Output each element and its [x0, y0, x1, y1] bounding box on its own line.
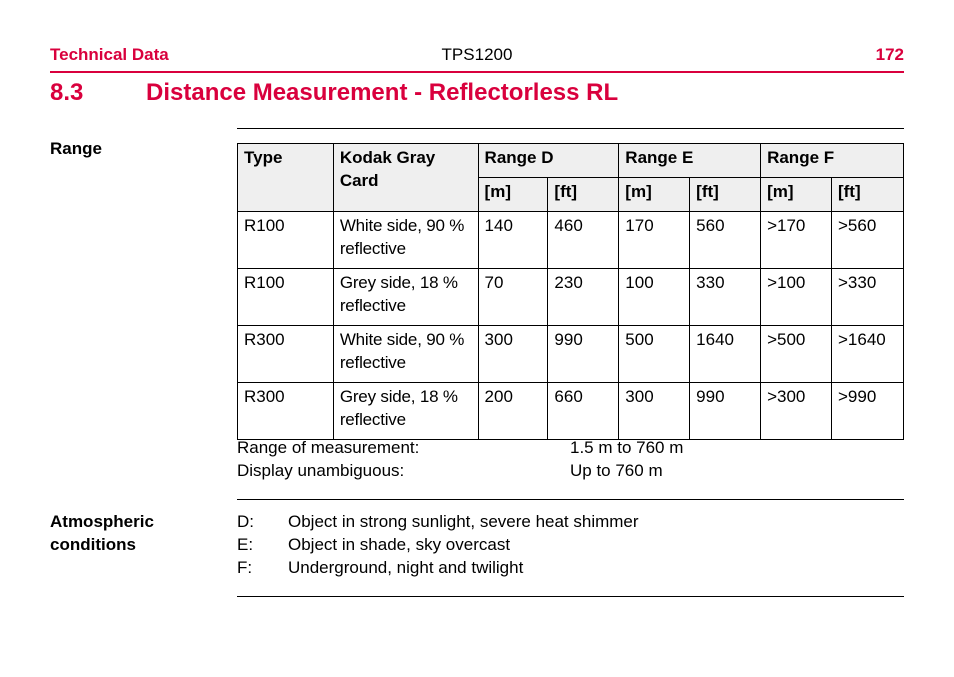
range-top-rule — [237, 128, 904, 129]
chapter-title: Technical Data — [50, 45, 169, 64]
table-row — [238, 212, 904, 269]
condition-key: E: — [237, 535, 254, 554]
unit-d-ft: [ft] — [548, 178, 619, 212]
cell-e-ft: 1640 — [690, 326, 761, 383]
cell-type: R300 — [238, 326, 334, 383]
page-header — [50, 45, 904, 65]
table-header-row — [238, 144, 904, 178]
unit-d-m: [m] — [478, 178, 548, 212]
atmospheric-label — [50, 510, 154, 556]
cell-card: Grey side, 18 % reflective — [333, 383, 478, 440]
condition-key: F: — [237, 558, 253, 577]
cell-e-ft: 560 — [690, 212, 761, 269]
cell-type: R300 — [238, 383, 334, 440]
range-table — [237, 143, 904, 440]
cell-e-ft: 990 — [690, 383, 761, 440]
page-number: 172 — [875, 45, 904, 64]
cell-type: R100 — [238, 212, 334, 269]
cell-f-ft: >1640 — [831, 326, 903, 383]
table-row — [238, 326, 904, 383]
cell-f-ft: >990 — [831, 383, 903, 440]
spec-value: Up to 760 m — [570, 461, 663, 480]
header-type: Type — [238, 144, 334, 212]
cell-e-m: 100 — [619, 269, 690, 326]
header-range-f: Range F — [761, 144, 904, 178]
cell-card: White side, 90 % reflective — [333, 326, 478, 383]
section-number: 8.3 — [50, 79, 84, 106]
cell-d-ft: 990 — [548, 326, 619, 383]
spec-value: 1.5 m to 760 m — [570, 438, 684, 457]
atmospheric-label-line1: Atmospheric — [50, 512, 154, 531]
cell-card: Grey side, 18 % reflective — [333, 269, 478, 326]
cell-e-m: 170 — [619, 212, 690, 269]
header-range-d: Range D — [478, 144, 619, 178]
spec-label: Range of measurement: — [237, 438, 420, 457]
cell-d-ft: 660 — [548, 383, 619, 440]
cell-card: White side, 90 % reflective — [333, 212, 478, 269]
cell-f-m: >500 — [761, 326, 832, 383]
condition-key: D: — [237, 512, 254, 531]
condition-text: Object in strong sunlight, severe heat shimmer — [288, 512, 639, 531]
cell-f-ft: >560 — [831, 212, 903, 269]
unit-e-m: [m] — [619, 178, 690, 212]
cell-f-ft: >330 — [831, 269, 903, 326]
table-row — [238, 269, 904, 326]
spec-label: Display unambiguous: — [237, 461, 405, 480]
condition-text: Object in shade, sky overcast — [288, 535, 511, 554]
atmospheric-label-line2: conditions — [50, 535, 136, 554]
cell-e-ft: 330 — [690, 269, 761, 326]
cell-d-m: 140 — [478, 212, 548, 269]
header-range-e: Range E — [619, 144, 761, 178]
cell-type: R100 — [238, 269, 334, 326]
cell-e-m: 300 — [619, 383, 690, 440]
cell-d-m: 200 — [478, 383, 548, 440]
cell-d-ft: 460 — [548, 212, 619, 269]
cell-d-ft: 230 — [548, 269, 619, 326]
cell-f-m: >300 — [761, 383, 832, 440]
header-kodak-card: Kodak Gray Card — [333, 144, 478, 212]
unit-f-m: [m] — [761, 178, 832, 212]
cell-d-m: 70 — [478, 269, 548, 326]
unit-e-ft: [ft] — [690, 178, 761, 212]
header-divider — [50, 71, 904, 73]
cell-f-m: >100 — [761, 269, 832, 326]
atmospheric-top-rule — [237, 499, 904, 500]
bottom-rule — [237, 596, 904, 597]
unit-f-ft: [ft] — [831, 178, 903, 212]
cell-d-m: 300 — [478, 326, 548, 383]
table-row — [238, 383, 904, 440]
condition-text: Underground, night and twilight — [288, 558, 524, 577]
cell-f-m: >170 — [761, 212, 832, 269]
cell-e-m: 500 — [619, 326, 690, 383]
product-name: TPS1200 — [441, 45, 513, 64]
range-label: Range — [50, 139, 102, 158]
section-title: Distance Measurement - Reflectorless RL — [146, 79, 619, 106]
